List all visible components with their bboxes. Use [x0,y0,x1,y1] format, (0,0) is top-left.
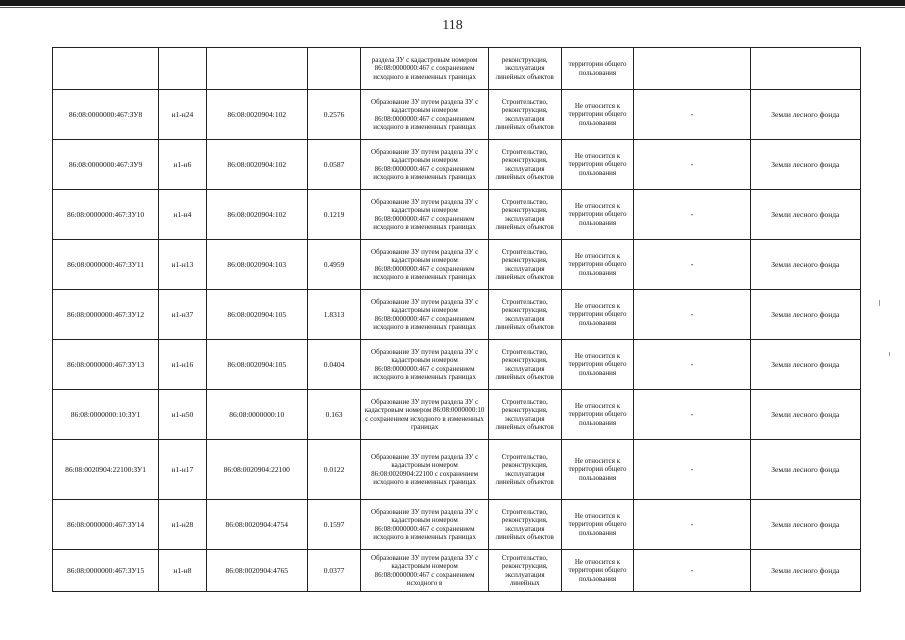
cell-plot-id: 86:08:0000000:467:ЗУ10 [53,190,159,240]
cell-category: Земли лесного фонда [750,240,860,290]
cell-category: Земли лесного фонда [750,440,860,500]
cell-plot-id: 86:08:0020904:22100:ЗУ1 [53,440,159,500]
cell-points: н1-н6 [159,140,207,190]
scan-mark [879,300,880,306]
cell-original-number: 86:08:0020904:4765 [206,550,307,592]
cell-dash: - [634,240,750,290]
cell-original-number: 86:08:0020904:4754 [206,500,307,550]
cell-empty [307,48,361,90]
cell-area: 0.1597 [307,500,361,550]
cell-territory: Не относится к территории общего пользования [561,440,634,500]
cell-territory: территории общего пользования [561,48,634,90]
table-row [53,190,861,240]
cell-use: Строительство, реконструкция, эксплуатация линейных объектов [488,240,561,290]
cell-use: Строительство, реконструкция, эксплуатация линейных объектов [488,290,561,340]
cell-original-number: 86:08:0020904:22100 [206,440,307,500]
cell-area: 1.8313 [307,290,361,340]
cell-use: реконструкция, эксплуатация линейных объектов [488,48,561,90]
cell-method: Образование ЗУ путем раздела ЗУ с кадастровым номером 86:08:0000000:467 с сохранением исходного в измененных границах [361,140,488,190]
cell-original-number: 86:08:0020904:105 [206,290,307,340]
cell-method: Образование ЗУ путем раздела ЗУ с кадастровым номером 86:08:0000000:467 с сохранением исходного в измененных границах [361,500,488,550]
cell-plot-id: 86:08:0000000:467:ЗУ12 [53,290,159,340]
cell-area: 0.163 [307,390,361,440]
cell-empty [206,48,307,90]
cell-area: 0.0404 [307,340,361,390]
cell-plot-id: 86:08:0000000:467:ЗУ9 [53,140,159,190]
cell-plot-id: 86:08:0000000:467:ЗУ11 [53,240,159,290]
cell-dash: - [634,340,750,390]
cell-dash: - [634,90,750,140]
table-row [53,550,861,592]
cell-area: 0.0122 [307,440,361,500]
cell-points: н1-н8 [159,550,207,592]
cell-category: Земли лесного фонда [750,290,860,340]
cell-plot-id: 86:08:0000000:467:ЗУ8 [53,90,159,140]
cell-method: Образование ЗУ путем раздела ЗУ с кадастровым номером 86:08:0000000:467 с сохранением исходного в измененных границах [361,90,488,140]
cell-method: Образование ЗУ путем раздела ЗУ с кадастровым номером 86:08:0000000:467 с сохранением исходного в [361,550,488,592]
cell-territory: Не относится к территории общего пользования [561,500,634,550]
cell-category: Земли лесного фонда [750,500,860,550]
cell-method: Образование ЗУ путем раздела ЗУ с кадастровым номером 86:08:0000000:467 с сохранением исходного в измененных границах [361,340,488,390]
table-row [53,440,861,500]
cell-territory: Не относится к территории общего пользования [561,90,634,140]
table-row [53,240,861,290]
cell-method: раздела ЗУ с кадастровым номером 86:08:0000000:467 с сохранением исходного в измененных границах [361,48,488,90]
cell-empty [634,48,750,90]
cell-original-number: 86:08:0020904:102 [206,140,307,190]
cell-area: 0.0377 [307,550,361,592]
cell-territory: Не относится к территории общего пользования [561,550,634,592]
cell-points: н1-н24 [159,90,207,140]
cell-points: н1-н4 [159,190,207,240]
cell-territory: Не относится к территории общего пользования [561,340,634,390]
table-row [53,290,861,340]
table-row [53,390,861,440]
cell-dash: - [634,500,750,550]
cell-territory: Не относится к территории общего пользования [561,190,634,240]
cell-category: Земли лесного фонда [750,550,860,592]
cell-original-number: 86:08:0020904:105 [206,340,307,390]
cell-category: Земли лесного фонда [750,90,860,140]
cell-plot-id: 86:08:0000000:467:ЗУ13 [53,340,159,390]
cell-points: н1-н16 [159,340,207,390]
cell-use: Строительство, реконструкция, эксплуатация линейных объектов [488,90,561,140]
table-row-continued [53,48,861,90]
cell-use: Строительство, реконструкция, эксплуатация линейных объектов [488,190,561,240]
cell-plot-id: 86:08:0000000:10:ЗУ1 [53,390,159,440]
cell-plot-id: 86:08:0000000:467:ЗУ14 [53,500,159,550]
cell-dash: - [634,140,750,190]
cell-points: н1-н28 [159,500,207,550]
cell-points: н1-н37 [159,290,207,340]
table-row [53,500,861,550]
cell-use: Строительство, реконструкция, эксплуатация линейных объектов [488,500,561,550]
cell-use: Строительство, реконструкция, эксплуатация линейных [488,550,561,592]
cell-use: Строительство, реконструкция, эксплуатация линейных объектов [488,140,561,190]
cell-use: Строительство, реконструкция, эксплуатация линейных объектов [488,390,561,440]
cell-method: Образование ЗУ путем раздела ЗУ с кадастровым номером 86:08:0000000:10 с сохранением исходного в измененных границах [361,390,488,440]
cell-category: Земли лесного фонда [750,340,860,390]
cell-area: 0.0587 [307,140,361,190]
cell-plot-id: 86:08:0000000:467:ЗУ15 [53,550,159,592]
cell-use: Строительство, реконструкция, эксплуатация линейных объектов [488,340,561,390]
cell-area: 0.1219 [307,190,361,240]
cell-territory: Не относится к территории общего пользования [561,140,634,190]
cell-original-number: 86:08:0020904:102 [206,190,307,240]
cell-category: Земли лесного фонда [750,390,860,440]
page-number: 118 [442,18,463,33]
scan-top-border [0,0,905,6]
table-row [53,140,861,190]
cell-dash: - [634,390,750,440]
cell-dash: - [634,440,750,500]
cell-dash: - [634,190,750,240]
cell-dash: - [634,550,750,592]
cell-dash: - [634,290,750,340]
cell-empty [750,48,860,90]
cell-points: н1-н17 [159,440,207,500]
land-plot-registry-table [52,47,861,592]
scan-mark [889,352,890,356]
cell-method: Образование ЗУ путем раздела ЗУ с кадастровым номером 86:08:0000000:467 с сохранением исходного в измененных границах [361,190,488,240]
scan-top-rule [0,7,905,8]
cell-territory: Не относится к территории общего пользования [561,240,634,290]
cell-original-number: 86:08:0020904:102 [206,90,307,140]
cell-method: Образование ЗУ путем раздела ЗУ с кадастровым номером 86:08:0000000:467 с сохранением исходного в измененных границах [361,240,488,290]
cell-original-number: 86:08:0000000:10 [206,390,307,440]
cell-points: н1-н50 [159,390,207,440]
table-row [53,340,861,390]
cell-category: Земли лесного фонда [750,190,860,240]
cell-original-number: 86:08:0020904:103 [206,240,307,290]
cell-empty [159,48,207,90]
cell-area: 0.2576 [307,90,361,140]
cell-method: Образование ЗУ путем раздела ЗУ с кадастровым номером 86:08:0020904:22100 с сохранением исходного в измененных границах [361,440,488,500]
cell-territory: Не относится к территории общего пользования [561,390,634,440]
cell-territory: Не относится к территории общего пользования [561,290,634,340]
cell-area: 0.4959 [307,240,361,290]
cell-empty [53,48,159,90]
table-row [53,90,861,140]
cell-method: Образование ЗУ путем раздела ЗУ с кадастровым номером 86:08:0000000:467 с сохранением исходного в измененных границах [361,290,488,340]
cell-category: Земли лесного фонда [750,140,860,190]
cell-use: Строительство, реконструкция, эксплуатация линейных объектов [488,440,561,500]
cell-points: н1-н13 [159,240,207,290]
